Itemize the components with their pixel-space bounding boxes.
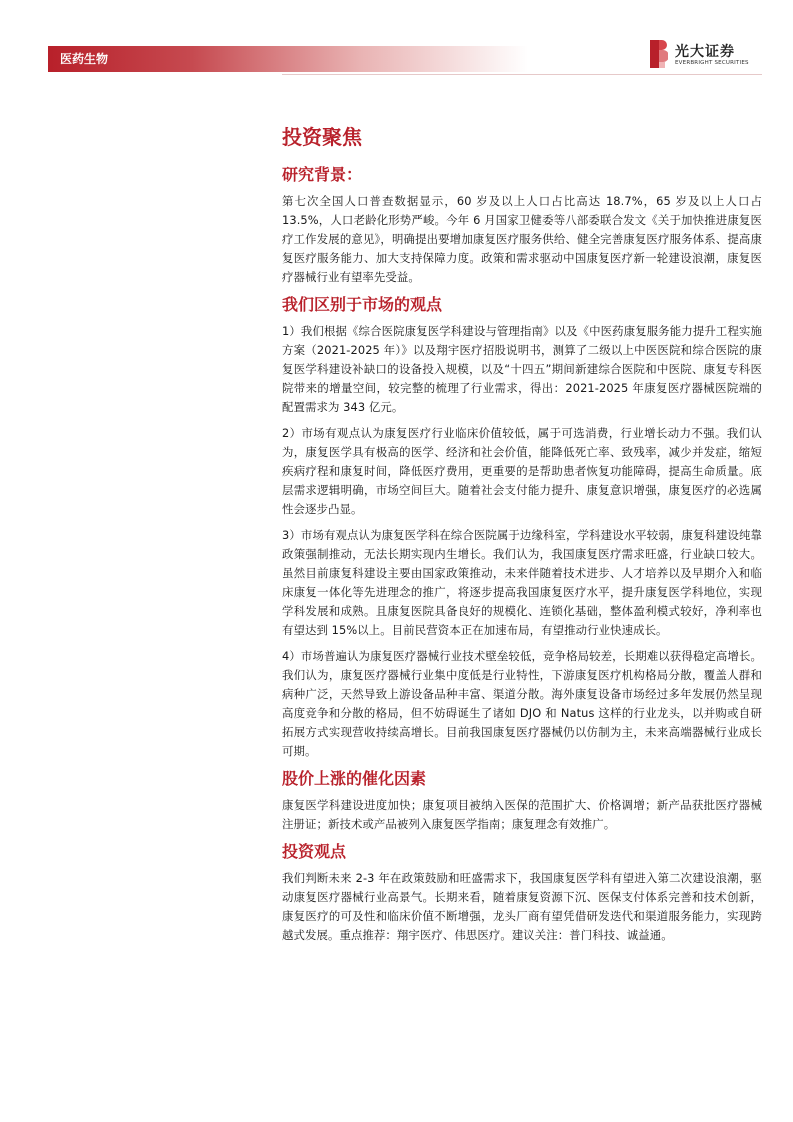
everbright-logo [648, 39, 768, 73]
section-investment-view [282, 841, 762, 945]
paragraph: 康复医学科建设进度加快；康复项目被纳入医保的范围扩大、价格调增；新产品获批医疗器械注册证；新技术或产品被列入康复医学指南；康复理念有效推广。 [282, 798, 762, 831]
section-title: 股价上涨的催化因素 [282, 769, 427, 788]
section-title: 我们区别于市场的观点 [282, 295, 443, 314]
logo-text-cn: 光大证券 [675, 44, 735, 60]
main-content [282, 124, 762, 952]
paragraph: 第七次全国人口普查数据显示，60 岁及以上人口占比高达 18.7%，65 岁及以上人口占 13.5%，人口老龄化形势严峻。今年 6 月国家卫健委等八部委联合发文《关于加快推进康复医疗工作发展的意见》，明确提出要增加康复医疗服务供给、健全完善康复医疗服务体系、提高康复医疗服务能力、加大支持保障力度。政策和需求驱动中国康复医疗新一轮建设浪潮，康复医疗器械行业有望率先受益。 [282, 194, 762, 284]
paragraph: 1）我们根据《综合医院康复医学科建设与管理指南》以及《中医药康复服务能力提升工程实施方案（2021-2025 年）》以及翔宇医疗招股说明书，测算了二级以上中医医院和综合医院的康复医学科建设补缺口的设备投入规模，以及“十四五”期间新建综合医院和中医院、康复专科医院带来的增量空间，较完整的梳理了行业需求，得出：2021-2025 年康复医疗器械医院端的配置需求为 343 亿元。 [282, 324, 762, 414]
section-title: 研究背景： [282, 165, 363, 184]
paragraph: 4）市场普遍认为康复医疗器械行业技术壁垒较低，竞争格局较差，长期难以获得稳定高增长。我们认为，康复医疗器械行业集中度低是行业特性，下游康复医疗机构格局分散，覆盖人群和病种广泛，天然导致上游设备品种丰富、渠道分散。海外康复设备市场经过多年发展仍然呈现高度竞争和分散的格局，但不妨碍诞生了诸如 DJO 和 Natus 这样的行业龙头，以并购或自研拓展方式实现营收持续高增长。目前我国康复医疗器械仍以仿制为主，未来高端器械行业成长可期。 [282, 649, 762, 758]
paragraph: 我们判断未来 2-3 年在政策鼓励和旺盛需求下，我国康复医学科有望进入第二次建设浪潮，驱动康复医疗器械行业高景气。长期来看，随着康复资源下沉、医保支付体系完善和技术创新，康复医疗的可及性和临床价值不断增强，龙头厂商有望凭借研发迭代和渠道服务能力，实现跨越式发展。重点推荐：翔宇医疗、伟思医疗。建议关注：普门科技、诚益通。 [282, 871, 762, 942]
logo-text-en: EVERBRIGHT SECURITIES [675, 60, 749, 66]
section-title: 投资观点 [282, 842, 347, 861]
page-title: 投资聚焦 [282, 125, 362, 149]
paragraph: 3）市场有观点认为康复医学科在综合医院属于边缘科室，学科建设水平较弱，康复科建设纯靠政策强制推动，无法长期实现内生增长。我们认为，我国康复医疗需求旺盛，行业缺口较大。虽然目前康复科建设主要由国家政策推动，未来伴随着技术进步、人才培养以及早期介入和临床康复一体化等先进理念的推广，将逐步提高我国康复医疗水平，提升康复医学科地位，实现学科发展和成熟。且康复医院具备良好的规模化、连锁化基础，整体盈利模式较好，净利率也有望达到 15%以上。目前民营资本正在加速布局，有望推动行业快速成长。 [282, 528, 762, 637]
header-bar [48, 46, 528, 72]
paragraph: 2）市场有观点认为康复医疗行业临床价值较低，属于可选消费，行业增长动力不强。我们认为，康复医学具有极高的医学、经济和社会价值，能降低死亡率、致残率，减少并发症，缩短疾病疗程和康复时间，降低医疗费用，更重要的是帮助患者恢复功能障碍，提高生命质量。底层需求逻辑明确，市场空间巨大。随着社会支付能力提升、康复意识增强，康复医疗的必选属性会逐步凸显。 [282, 426, 762, 516]
section-differentiated-views [282, 294, 762, 761]
section-catalysts [282, 768, 762, 834]
header-divider [282, 74, 762, 75]
logo-mark-icon [648, 39, 668, 69]
section-research-background [282, 164, 762, 287]
section-label: 医药生物 [60, 52, 109, 66]
